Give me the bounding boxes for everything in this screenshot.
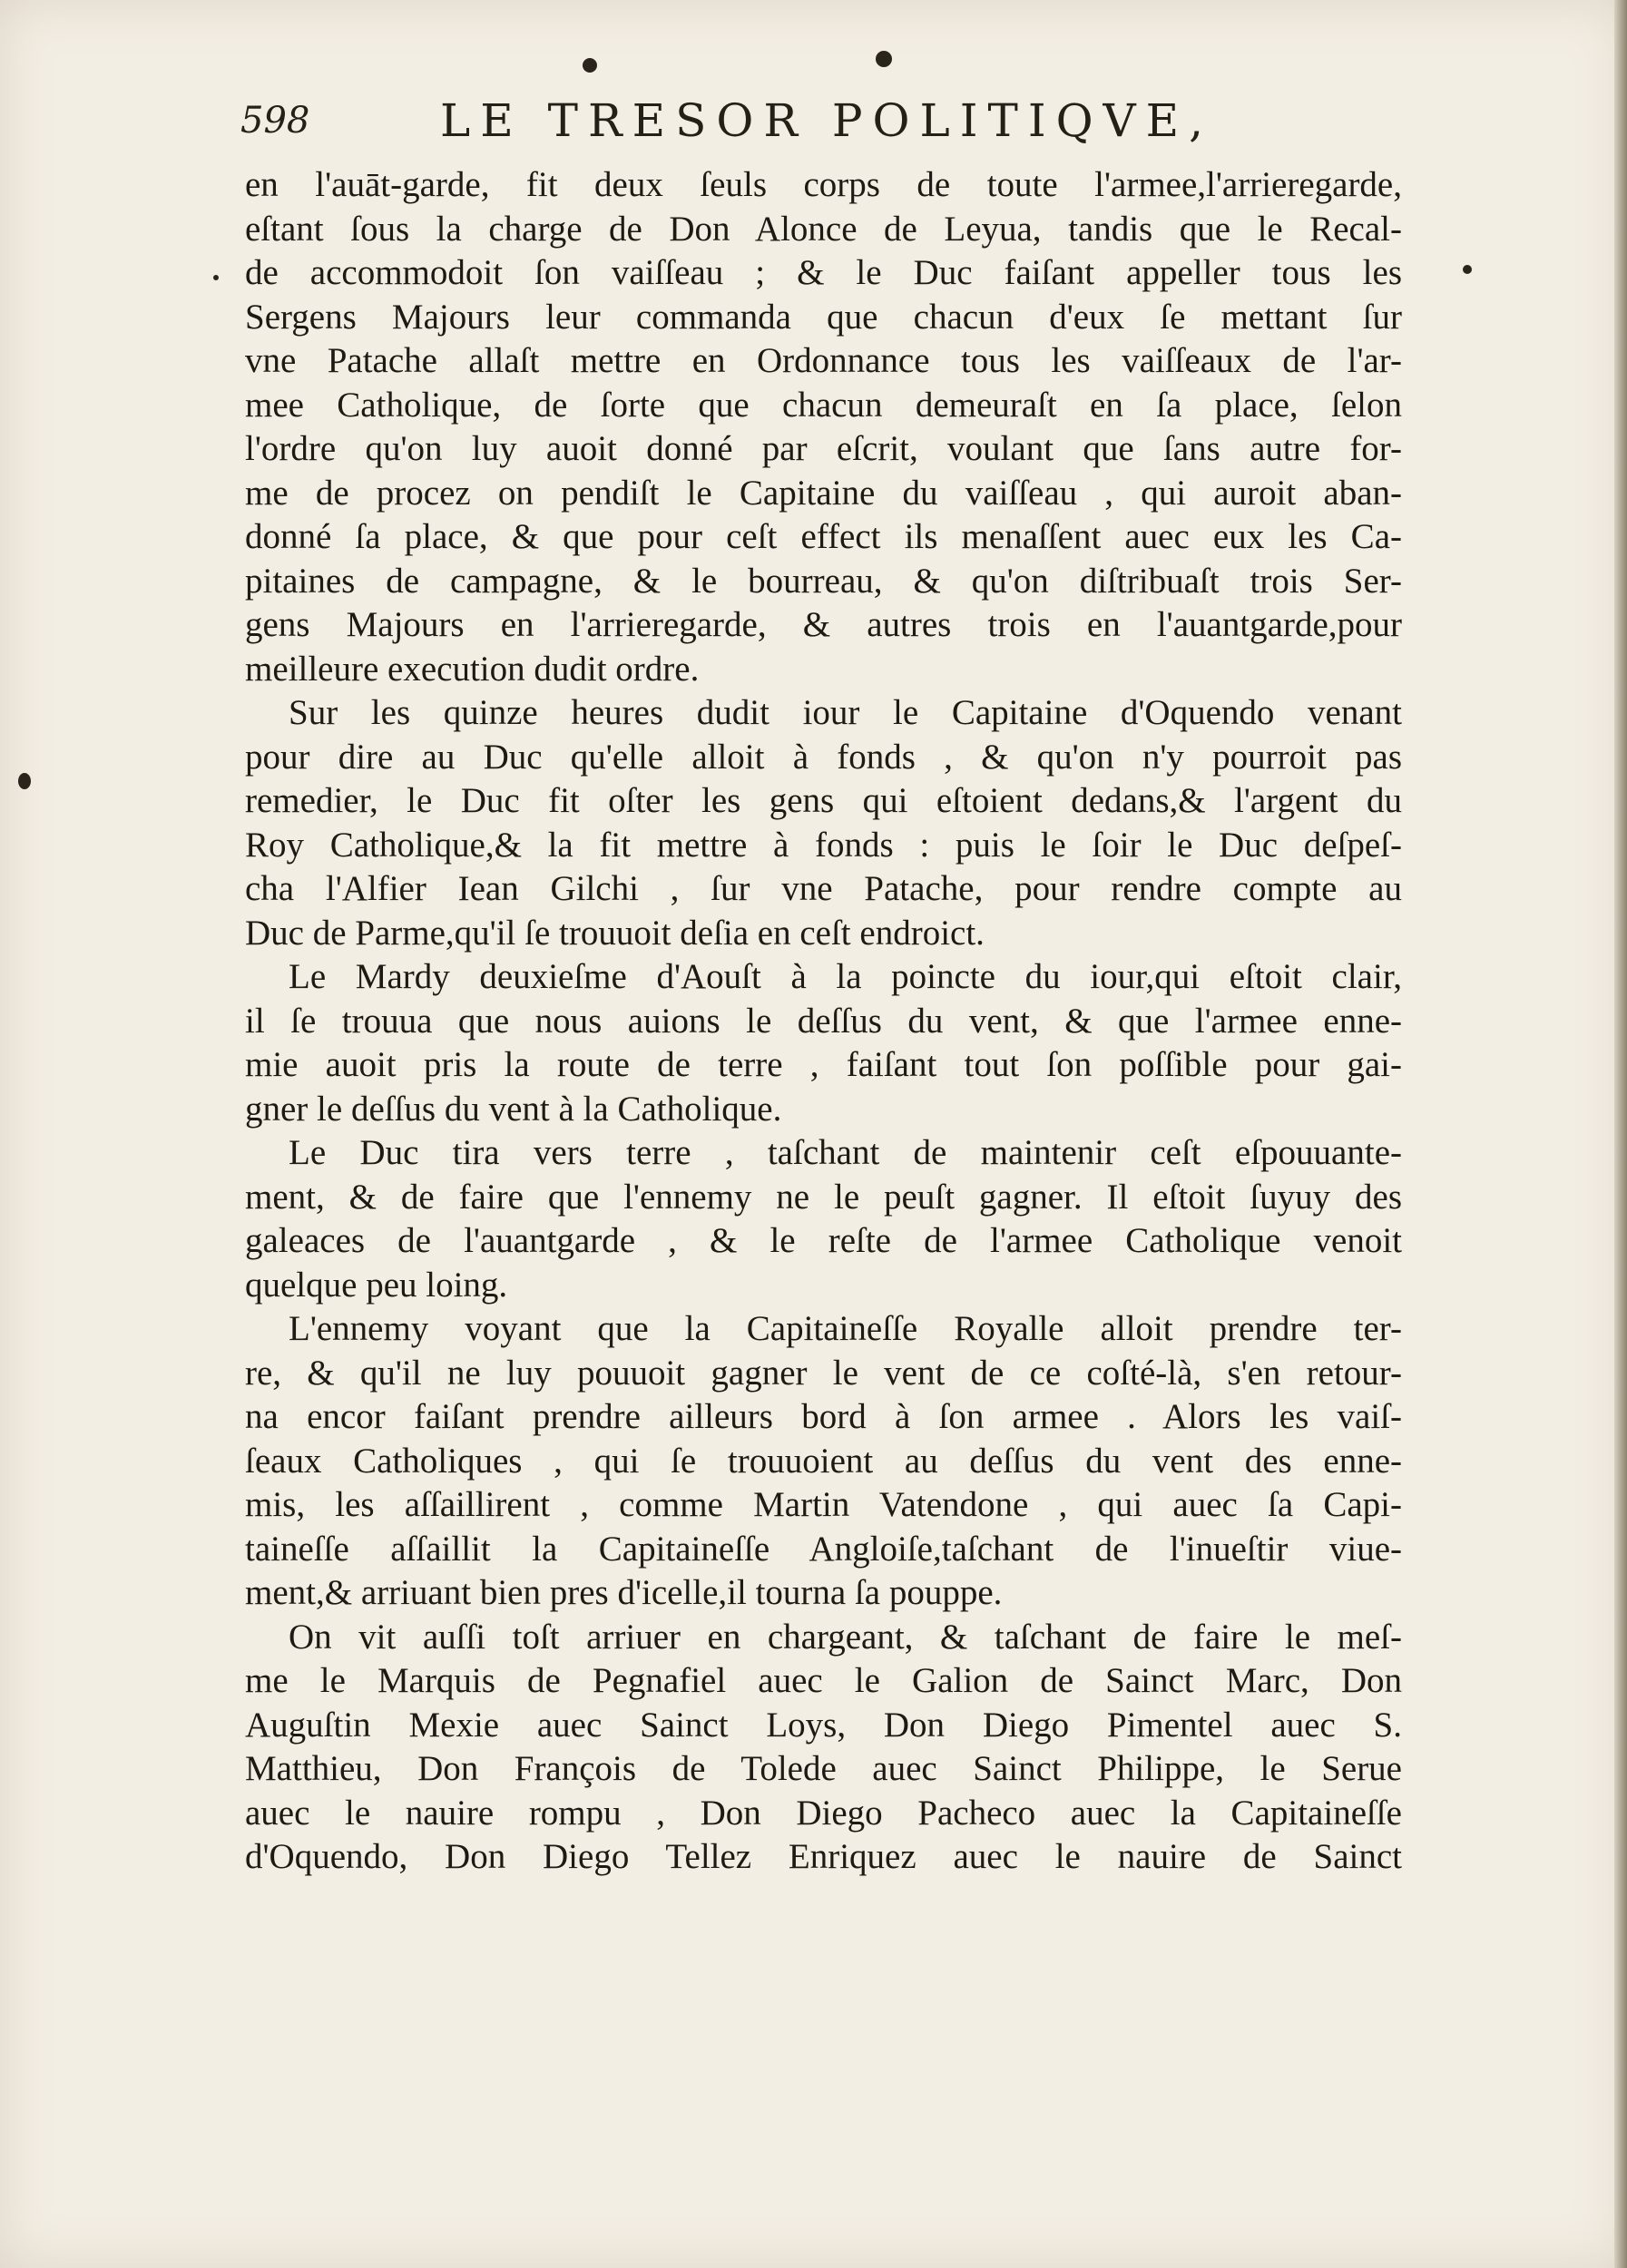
ink-speck	[876, 51, 892, 67]
text-line: ment, & de faire que l'ennemy ne le peuſt gagner. Il eſtoit ſuyuy des	[245, 1177, 1402, 1217]
text-line: re, & qu'il ne luy pouuoit gagner le vent de ce coſté-là, s'en retour-	[245, 1353, 1402, 1393]
text-line: Matthieu, Don François de Tolede auec Sainct Philippe, le Serue	[245, 1749, 1402, 1788]
text-line: pitaines de campagne, & le bourreau, & qu'on diſtribuaſt trois Ser-	[245, 561, 1402, 601]
ink-speck	[213, 275, 219, 280]
text-line: mie auoit pris la route de terre , faiſant tout ſon poſſible pour gai-	[245, 1045, 1402, 1084]
text-line: me de procez on pendiſt le Capitaine du vaiſſeau , qui auroit aban-	[245, 473, 1402, 513]
text-line: donné ſa place, & que pour ceſt effect ils menaſſent auec eux les Ca-	[245, 517, 1402, 556]
text-line: ment,& arriuant bien pres d'icelle,il tourna ſa pouppe.	[245, 1573, 1003, 1612]
ink-speck	[1463, 265, 1472, 274]
text-line: mis, les aſſaillirent , comme Martin Vatendone , qui auec ſa Capi-	[245, 1485, 1402, 1524]
running-head	[240, 94, 1420, 158]
text-line: gner le deſſus du vent à la Catholique.	[245, 1089, 782, 1129]
text-line: en l'auāt-garde, fit deux ſeuls corps de toute l'armee,l'arrieregarde,	[245, 165, 1402, 204]
text-line: cha l'Alfier Iean Gilchi , ſur vne Patache, pour rendre compte au	[245, 869, 1402, 908]
text-line: Sergens Majours leur commanda que chacun d'eux ſe mettant ſur	[245, 297, 1402, 337]
text-line: na encor faiſant prendre ailleurs bord à ſon armee . Alors les vaiſ-	[245, 1397, 1402, 1436]
text-line: Le Duc tira vers terre , taſchant de maintenir ceſt eſpouuante-	[289, 1133, 1402, 1172]
running-title: LE TRESOR POLITIQVE,	[440, 94, 1214, 147]
text-line: auec le nauire rompu , Don Diego Pacheco auec la Capitaineſſe	[245, 1793, 1402, 1833]
page-number: 598	[240, 100, 310, 142]
text-line: de accommodoit ſon vaiſſeau ; & le Duc faiſant appeller tous les	[245, 253, 1402, 292]
text-line: eſtant ſous la charge de Don Alonce de Leyua, tandis que le Recal-	[245, 209, 1402, 249]
body-text	[245, 163, 1402, 1880]
text-line: Roy Catholique,& la fit mettre à fonds : puis le ſoir le Duc deſpeſ-	[245, 825, 1402, 865]
page-edge	[1614, 0, 1627, 2268]
text-line: vne Patache allaſt mettre en Ordonnance tous les vaiſſeaux de l'ar-	[245, 341, 1402, 380]
text-line: me le Marquis de Pegnafiel auec le Galion de Sainct Marc, Don	[245, 1661, 1402, 1700]
text-line: gens Majours en l'arrieregarde, & autres trois en l'auantgarde,pour	[245, 605, 1402, 644]
text-line: pour dire au Duc qu'elle alloit à fonds , & qu'on n'y pourroit pas	[245, 737, 1402, 777]
text-line: mee Catholique, de ſorte que chacun demeuraſt en ſa place, ſelon	[245, 385, 1402, 425]
text-line: remedier, le Duc fit oſter les gens qui eſtoient dedans,& l'argent du	[245, 781, 1402, 820]
text-line: galeaces de l'auantgarde , & le reſte de l'armee Catholique venoit	[245, 1221, 1402, 1260]
text-line: quelque peu loing.	[245, 1265, 508, 1305]
text-line: meilleure execution dudit ordre.	[245, 649, 700, 689]
text-line: Auguſtin Mexie auec Sainct Loys, Don Diego Pimentel auec S.	[245, 1705, 1402, 1745]
text-line: Sur les quinze heures dudit iour le Capitaine d'Oquendo venant	[289, 693, 1402, 732]
text-line: L'ennemy voyant que la Capitaineſſe Royalle alloit prendre ter-	[289, 1309, 1402, 1348]
text-line: Duc de Parme,qu'il ſe trouuoit deſia en ceſt endroict.	[245, 913, 985, 953]
text-line: il ſe trouua que nous auions le deſſus du vent, & que l'armee enne-	[245, 1001, 1402, 1041]
text-line: taineſſe aſſaillit la Capitaineſſe Angloiſe,taſchant de l'inueſtir viue-	[245, 1529, 1402, 1569]
text-line: Le Mardy deuxieſme d'Aouſt à la poincte du iour,qui eſtoit clair,	[289, 957, 1402, 996]
text-line: d'Oquendo, Don Diego Tellez Enriquez auec le nauire de Sainct	[245, 1837, 1402, 1876]
text-line: On vit auſſi toſt arriuer en chargeant, & taſchant de faire le meſ-	[289, 1617, 1402, 1657]
ink-speck	[18, 773, 31, 789]
text-line: l'ordre qu'on luy auoit donné par eſcrit, voulant que ſans autre for-	[245, 429, 1402, 468]
ink-speck	[583, 58, 597, 73]
text-line: ſeaux Catholiques , qui ſe trouuoient au deſſus du vent des enne-	[245, 1441, 1402, 1481]
